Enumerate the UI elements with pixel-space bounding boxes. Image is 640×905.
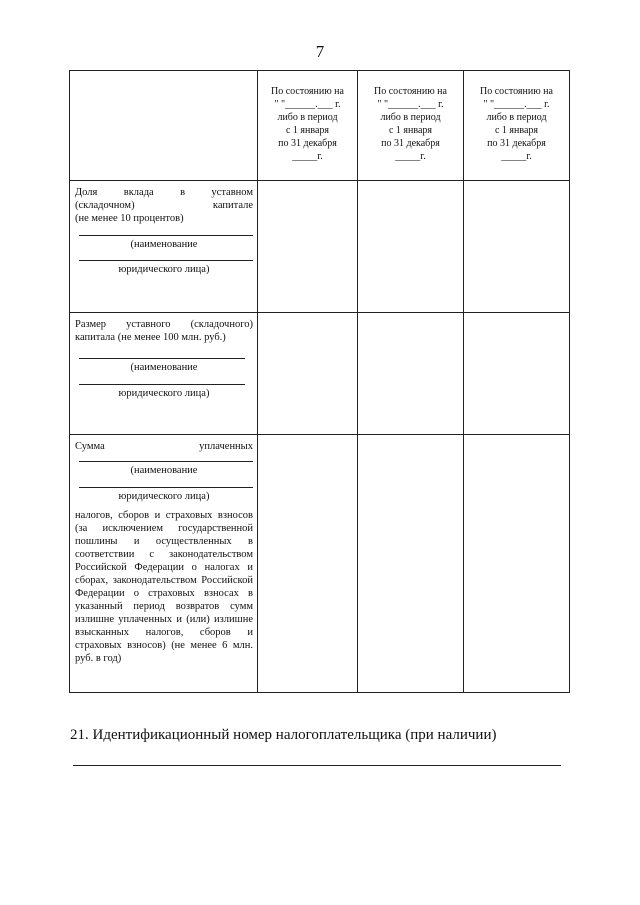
column-header-date: " "______.___ г. (377, 99, 444, 110)
header-row (70, 71, 570, 181)
row-label-text: (складочном) капитале (75, 200, 253, 211)
column-header-text: по 31 декабря (381, 138, 440, 149)
column-header-1 (258, 71, 358, 181)
fill-in-line[interactable] (79, 235, 253, 236)
item-21-heading: 21. Идентификационный номер налогоплательщика (при наличии) (70, 727, 497, 743)
column-header-text: либо в период (277, 112, 338, 123)
row-label-text: налогов, сборов и страховых взносов (за исключением государственной пошлины и осуществленных в соответствии с законодательством Российской Федерации о налогах и сборах, законодательством Российской Федерации о страховых взносах в указанный период возвратов сумм излишне уплаченных и (или) излишне взысканных налогов, сборов и страховых взносов) (не менее 6 млн. руб. в год) (75, 510, 253, 664)
column-header-2 (358, 71, 464, 181)
column-header-year: _____г. (395, 151, 426, 162)
column-header-text: либо в период (380, 112, 441, 123)
value-cell[interactable] (358, 435, 464, 693)
value-cell[interactable] (258, 435, 358, 693)
fill-in-line[interactable] (79, 260, 253, 261)
column-header-year: _____г. (501, 151, 532, 162)
row-label-text: Доля вклада в уставном (75, 187, 253, 198)
column-header-year: _____г. (292, 151, 323, 162)
value-cell[interactable] (464, 435, 570, 693)
column-header-text: По состоянию на (374, 86, 447, 97)
value-cell[interactable] (464, 313, 570, 435)
column-header-date: " "______.___ г. (274, 99, 341, 110)
inn-fill-in-line[interactable] (73, 765, 561, 766)
column-header-text: По состоянию на (480, 86, 553, 97)
value-cell[interactable] (464, 181, 570, 313)
row-label-text: (не менее 10 процентов) (75, 213, 184, 224)
row-label-text: Сумма уплаченных (75, 441, 253, 452)
fill-in-line[interactable] (79, 384, 245, 385)
row-label-text: капитала (не менее 100 млн. руб.) (75, 332, 226, 343)
fill-in-line[interactable] (79, 461, 253, 462)
column-header-text: По состоянию на (271, 86, 344, 97)
row-label-cell (70, 435, 258, 693)
value-cell[interactable] (258, 181, 358, 313)
fill-in-line[interactable] (79, 358, 245, 359)
name-caption: (наименование (130, 362, 198, 373)
value-cell[interactable] (358, 313, 464, 435)
form-table (69, 70, 570, 693)
column-header-text: с 1 января (388, 125, 433, 136)
value-cell[interactable] (358, 181, 464, 313)
column-header-text: по 31 декабря (278, 138, 337, 149)
row-label-text: Размер уставного (складочного) (75, 319, 253, 330)
name-caption: (наименование (130, 239, 198, 250)
row-label-cell (70, 181, 258, 313)
entity-caption: юридического лица) (118, 264, 210, 275)
page-number: 7 (315, 42, 325, 61)
row-contribution-share (70, 181, 570, 313)
entity-caption: юридического лица) (118, 491, 210, 502)
entity-caption: юридического лица) (118, 388, 210, 399)
column-header-3 (464, 71, 570, 181)
column-header-text: с 1 января (494, 125, 539, 136)
column-header-text: с 1 января (285, 125, 330, 136)
name-caption: (наименование (130, 465, 198, 476)
row-taxes-paid (70, 435, 570, 693)
header-empty-cell (70, 71, 258, 181)
column-header-text: либо в период (486, 112, 547, 123)
fill-in-line[interactable] (79, 487, 253, 488)
value-cell[interactable] (258, 313, 358, 435)
row-label-cell (70, 313, 258, 435)
column-header-date: " "______.___ г. (483, 99, 550, 110)
row-authorized-capital (70, 313, 570, 435)
column-header-text: по 31 декабря (487, 138, 546, 149)
